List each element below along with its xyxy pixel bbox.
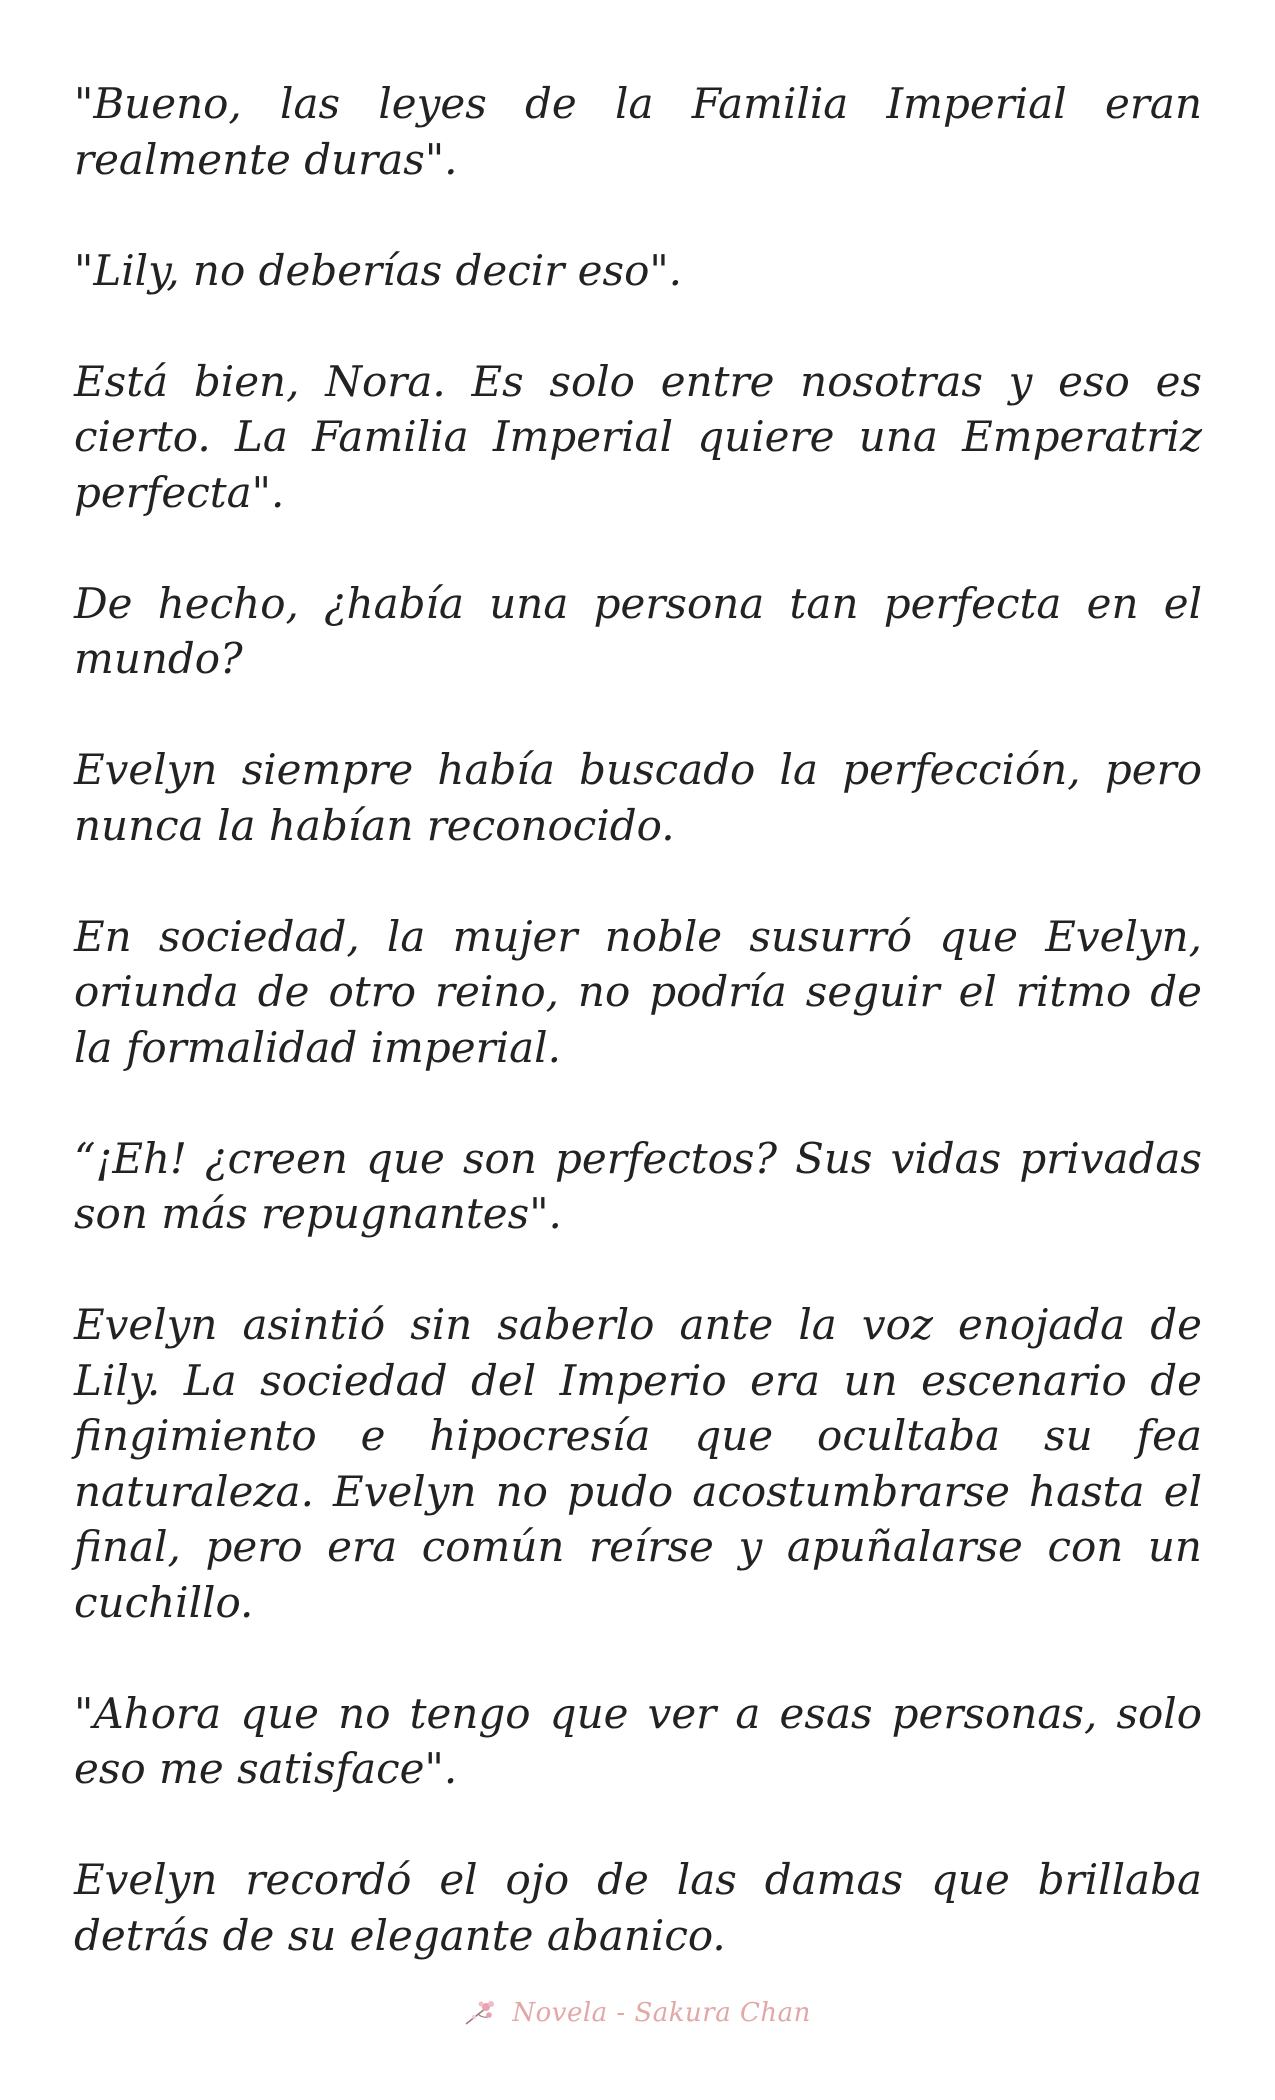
- paragraph-8: Evelyn asintió sin saberlo ante la voz enojada de Lily. La sociedad del Imperio era un escenario de fingimiento e hipocresía que ocultaba su fea naturaleza. Evelyn no pudo acostumbrarse hasta el final, pero era común reírse y apuñalarse con un cuchillo.: [74, 1300, 1202, 1627]
- sakura-flower-icon: [464, 1998, 498, 2028]
- paragraph-3: Está bien, Nora. Es solo entre nosotras y eso es cierto. La Familia Imperial quiere una Emperatriz perfecta".: [74, 356, 1202, 517]
- paragraph-1: "Bueno, las leyes de la Familia Imperial eran realmente duras".: [74, 79, 1202, 184]
- paragraph-2: "Lily, no deberías decir eso".: [74, 245, 683, 295]
- paragraph-4: De hecho, ¿había una persona tan perfecta en el mundo?: [74, 578, 1202, 683]
- watermark-text: Novela - Sakura Chan: [512, 1998, 811, 2028]
- paragraph-9: "Ahora que no tengo que ver a esas personas, solo eso me satisface".: [74, 1688, 1202, 1793]
- paragraph-7: “¡Eh! ¿creen que son perfectos? Sus vidas privadas son más repugnantes".: [74, 1133, 1202, 1238]
- paragraph-5: Evelyn siempre había buscado la perfección, pero nunca la habían reconocido.: [74, 745, 1202, 850]
- paragraph-6: En sociedad, la mujer noble susurró que Evelyn, oriunda de otro reino, no podría seguir el ritmo de la formalidad imperial.: [74, 911, 1202, 1072]
- paragraph-10: Evelyn recordó el ojo de las damas que brillaba detrás de su elegante abanico.: [74, 1855, 1202, 1960]
- watermark: [0, 1992, 1275, 2033]
- document-body: [74, 76, 1202, 1963]
